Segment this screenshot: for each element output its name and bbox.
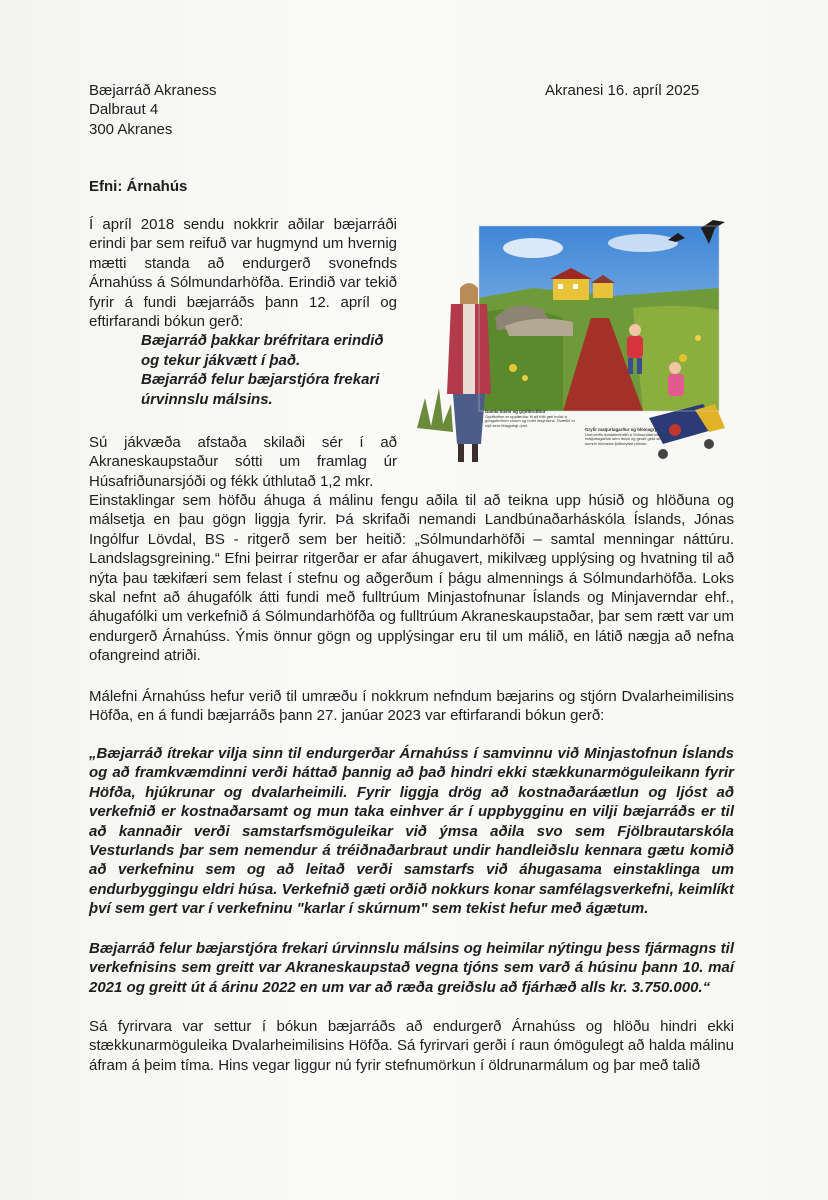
sender-street: Dalbraut 4: [89, 101, 159, 119]
sender-address: [89, 81, 339, 139]
quote-1-line-2: Bæjarráð felur bæjarstjóra frekari úrvinnslu málsins.: [141, 371, 380, 408]
caption-1: [485, 410, 577, 428]
sender-name: Bæjarráð Akraness: [89, 82, 217, 99]
paragraph-3: Málefni Árnahúss hefur verið til umræðu í nokkrum nefndum bæjarins og stjórn Dvalarheimilisins Höfða, en á fundi bæjarráðs þann 27. janúar 2023 var eftirfarandi bókun gerð:: [89, 688, 734, 725]
paragraph-1: Í apríl 2018 sendu nokkrir aðilar bæjarráði erindi þar sem reifuð var hugmynd um hvernig mætti standa að endurgerð svonefnds Árnahúss á Sólmundarhöfða. Erindið var tekið fyrir á fundi bæjarráðs þann 12. apríl og eftirfarandi bókun gerð:: [89, 216, 397, 331]
letter-subject: Efni: Árnahús: [89, 178, 188, 195]
quote-1: [141, 331, 397, 409]
sender-city: 300 Akranes: [89, 120, 173, 138]
caption-2-title: Gryfir matjurtagarður og blómagryf: [585, 427, 659, 432]
paragraph-2-rest: Einstaklingar sem höfðu áhuga á málinu fengu aðila til að teikna upp húsið og hlöðuna og málsetja en þau gögn liggja fyrir. Þá skrifaði nemandi Landbúnaðarháskóla Íslands, Jónas Ingólfur Lövdal, BS - ritgerð sem ber heitið: „Sólmundarhöfði – samtal menningar náttúru. Landslagsgreining.“ Efni þeirrar ritgerðar er afar áhugavert, mikilvæg upplýsing og hvatning til að nýta þau tækifæri sem felast í stefnu og aðgerðum í þágu almennings á Sólmundarhöfða. Loks skal nefnt að áhugafólk átti fundi með fulltrúum Minjastofnunar Íslands og Minjaverndar ehf., áhugafólki um verkefnið á Sólmundarhöfða og fulltrúum Akraneskaupstaðar, þar sem rætt var um endurgerð Árnahúss. Ýmis önnur gögn og upplýsingar eru til um málið, en látið nægja að nefna ofangreind atriði.: [89, 492, 734, 665]
quote-2: „Bæjarráð ítrekar vilja sinn til endurgerðar Árnahúss í samvinnu við Minjastofnun Íslands og að framkvæmdinni verði háttað þannig að það hindri ekki stækkunarmöguleikann fyrir Höfða, hjúkrunar og dvalarheimili. Fyrir liggja drög að kostnaðaráætlun og ljóst að verkefnið er kostnaðarsamt og mun taka einhver ár í uppbygginu en vilji bæjarráðs er til að kannaðir verði samstarfsmöguleikar við ýmsa aðila svo sem Fjölbrautarskóla Vesturlands þar sem nemendur á tréiðnaðarbraut undir handleiðslu kennara gætu komið að verkefninu sem og að leitað verði samstarfs við áhugasama einstaklinga um endurbyggingu eldri húsa. Verkefnið gæti orðið nokkurs konar samfélagsverkefni, keimlíkt því sem gert var í verkefninu "karlar í skúrnum" sem tekist hefur með ágætum.: [89, 745, 734, 918]
paragraph-1-block: [89, 215, 397, 409]
child-figure: [627, 336, 643, 358]
illustration-scene: [413, 218, 743, 480]
caption-2-body: Umhverfis dvalarheimilið á Sólmundarhöfða eru matjurtagarðar sem íbúar og gestir geta sinnt. Á sumrin blómstra fjölbreyttar plöntur.: [585, 431, 670, 446]
quote-3: Bæjarráð felur bæjarstjóra frekari úrvinnslu málsins og heimilar nýtingu þess fjármagns til verkefnisins sem greitt var Akraneskaupstað vegna tjóns sem varð á húsinu þann 10. maí 2021 og greitt út á árinu 2022 en um var að ræða greiðslu að fjárhæð alls kr. 3.750.000.“: [89, 940, 734, 996]
paragraph-4: Sá fyrirvara var settur í bókun bæjarráðs að endurgerð Árnahúss og hlöðu hindri ekki stækkunarmöguleika Dvalarheimilisins Höfða. Sá fyrirvari gerði í raun ómögulegt að halda málinu áfram á þeim tíma. Hins vegar liggur nú fyrir stefnumörkun í öldrunarmálum og þar með talið: [89, 1018, 734, 1074]
paragraph-2-start: Sú jákvæða afstaða skilaði sér í að Akraneskaupstaður sótti um framlag úr Húsafriðunarsjóði og fékk úthlutað 1,2 mkr.: [89, 434, 397, 490]
quote-1-line-1: Bæjarráð þakkar bréfritara erindið og tekur jákvætt í það.: [141, 332, 384, 369]
caption-1-body: Grjótkofinn er uppfærður til að fólk geti hvílst á gönguferðum sínum og notið útsýnisins. Svæðið er nýtt sem félagslegt rými.: [485, 413, 576, 428]
caption-2: [585, 428, 677, 446]
illustration: [413, 218, 743, 480]
caption-1-title: Gamla húsin og grjótkrubbur: [485, 409, 546, 414]
letter-date: Akranesi 16. apríl 2025: [545, 82, 700, 99]
